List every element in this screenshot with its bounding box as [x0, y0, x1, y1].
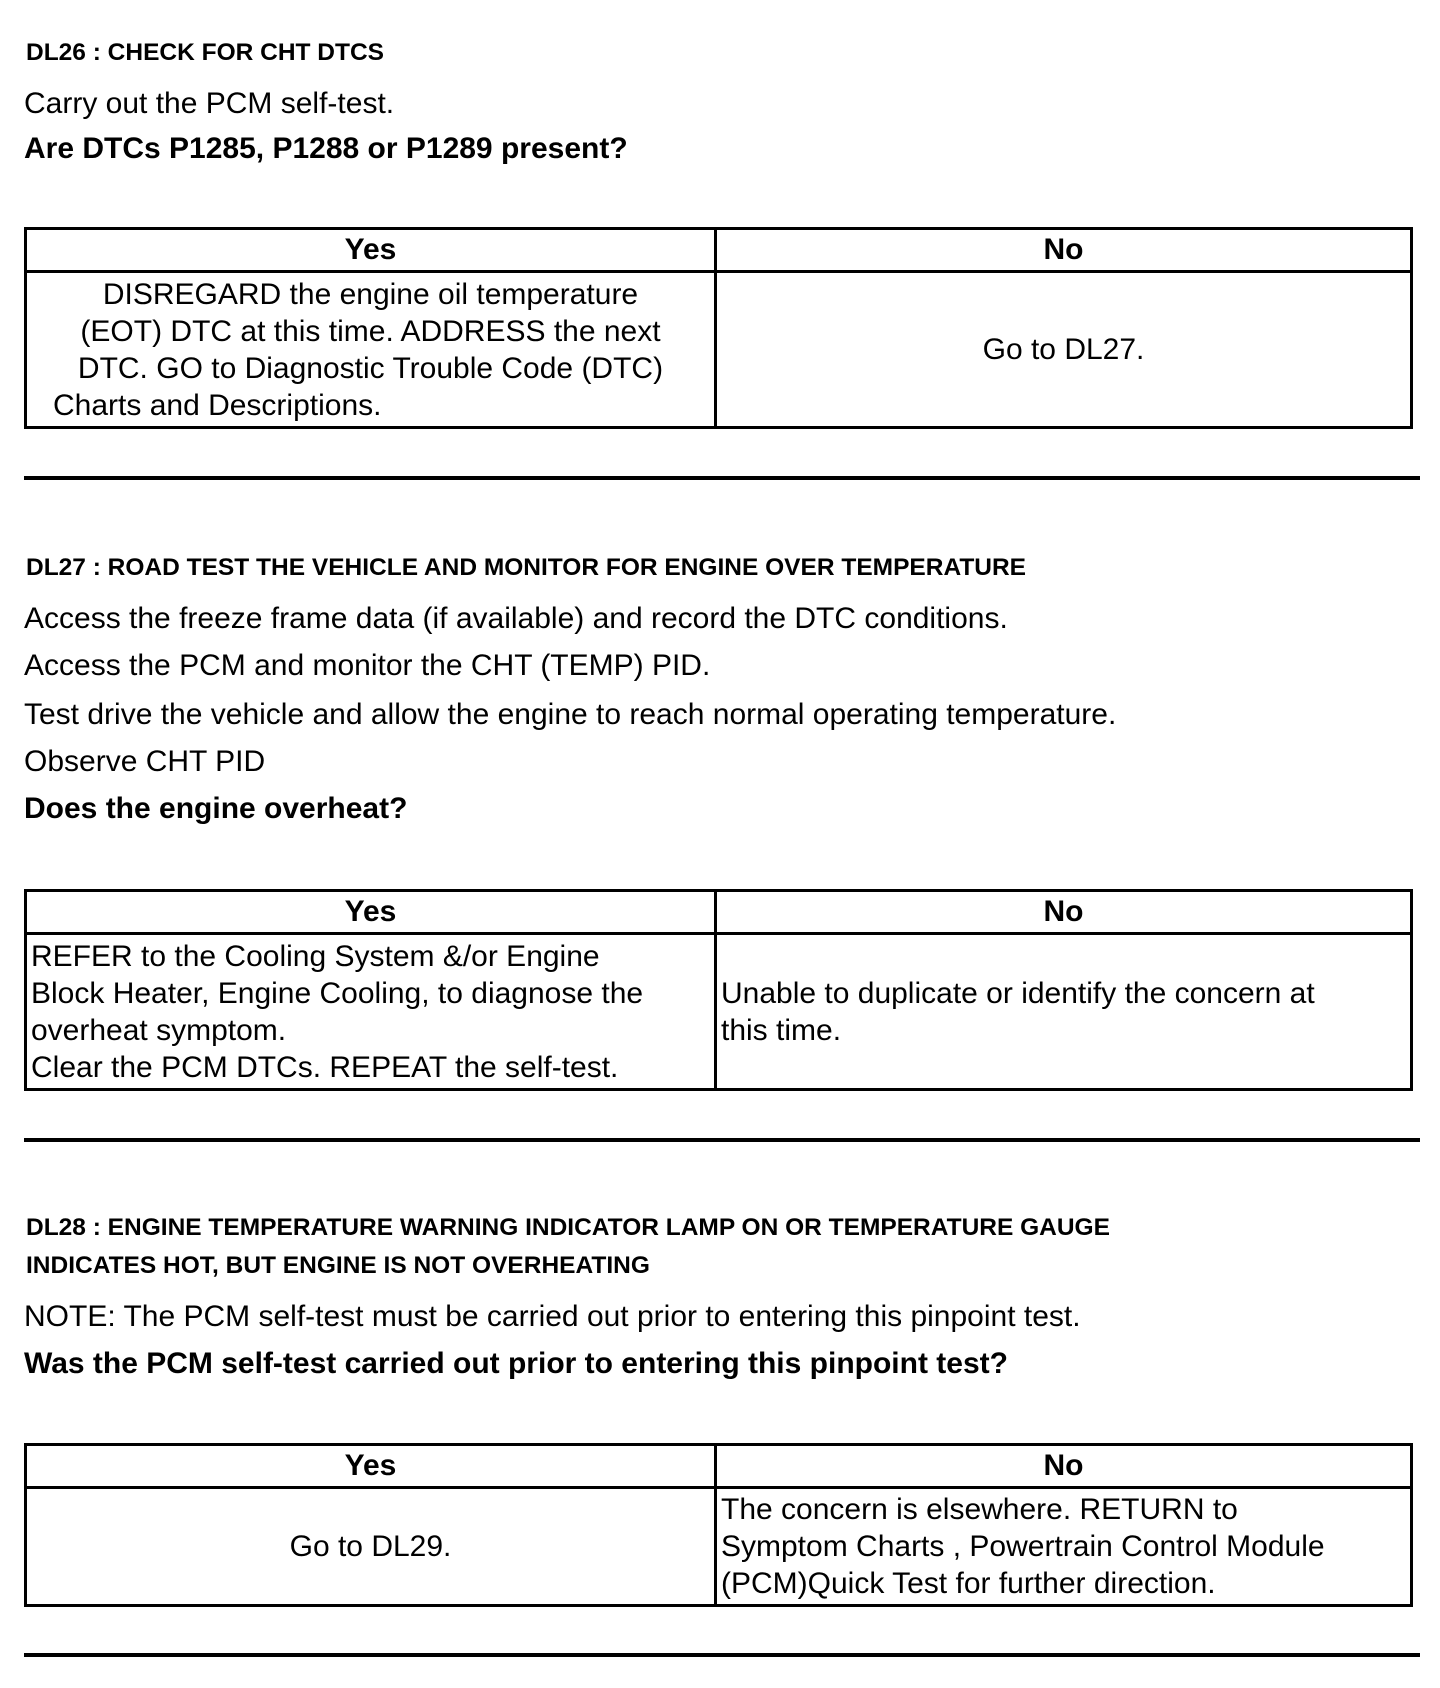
step-title: DL26 : CHECK FOR CHT DTCS	[26, 39, 384, 66]
yes-no-table	[24, 889, 1413, 1091]
no-cell	[716, 1488, 1412, 1606]
yes-header: Yes	[26, 229, 716, 272]
step-instruction: NOTE: The PCM self-test must be carried out prior to entering this pinpoint test.	[24, 1300, 1081, 1333]
cell-line: Go to DL29.	[289, 1530, 452, 1563]
cell-line: (EOT) DTC at this time. ADDRESS the next	[80, 314, 661, 348]
step-title: DL27 : ROAD TEST THE VEHICLE AND MONITOR FOR ENGINE OVER TEMPERATURE	[26, 554, 1027, 581]
no-cell	[716, 934, 1412, 1090]
yes-cell	[26, 934, 716, 1090]
cell-line: The concern is elsewhere. RETURN to	[721, 1493, 1238, 1526]
cell-line: DISREGARD the engine oil temperature	[102, 277, 639, 311]
step-title-line: DL28 : ENGINE TEMPERATURE WARNING INDICATOR LAMP ON OR TEMPERATURE GAUGE	[26, 1214, 1110, 1241]
no-cell	[716, 272, 1412, 428]
yes-no-table	[24, 1443, 1413, 1607]
section-divider	[24, 1138, 1420, 1142]
cell-line: Unable to duplicate or identify the concern at	[721, 976, 1315, 1010]
no-header: No	[716, 1445, 1412, 1488]
cell-line: Block Heater, Engine Cooling, to diagnose the	[31, 976, 644, 1010]
cell-line: Symptom Charts , Powertrain Control Module	[721, 1530, 1325, 1563]
cell-line: REFER to the Cooling System &/or Engine	[31, 939, 600, 973]
step-instruction: Access the PCM and monitor the CHT (TEMP) PID.	[24, 649, 711, 682]
cell-line: Clear the PCM DTCs. REPEAT the self-test.	[31, 1050, 619, 1084]
cell-line: Go to DL27.	[982, 333, 1145, 366]
step-question: Does the engine overheat?	[24, 792, 408, 825]
yes-header: Yes	[26, 891, 716, 934]
step-title-line: INDICATES HOT, BUT ENGINE IS NOT OVERHEATING	[26, 1252, 650, 1279]
yes-cell	[26, 1488, 716, 1606]
cell-line: (PCM)Quick Test for further direction.	[721, 1567, 1216, 1600]
step-question: Are DTCs P1285, P1288 or P1289 present?	[24, 132, 628, 165]
step-question: Was the PCM self-test carried out prior to entering this pinpoint test?	[24, 1347, 1008, 1380]
section-divider	[24, 1653, 1420, 1657]
no-header: No	[716, 229, 1412, 272]
step-instruction: Access the freeze frame data (if available) and record the DTC conditions.	[24, 602, 1008, 635]
yes-cell	[26, 272, 716, 428]
section-divider	[24, 476, 1420, 480]
yes-no-table	[24, 227, 1413, 429]
cell-line: overheat symptom.	[31, 1013, 287, 1047]
cell-line: Charts and Descriptions.	[53, 388, 382, 422]
step-instruction: Observe CHT PID	[24, 745, 266, 778]
step-instruction: Carry out the PCM self-test.	[24, 87, 395, 120]
cell-line: this time.	[721, 1013, 842, 1047]
no-header: No	[716, 891, 1412, 934]
step-instruction: Test drive the vehicle and allow the engine to reach normal operating temperature.	[24, 698, 1117, 731]
cell-line: DTC. GO to Diagnostic Trouble Code (DTC)	[77, 351, 664, 385]
yes-header: Yes	[26, 1445, 716, 1488]
